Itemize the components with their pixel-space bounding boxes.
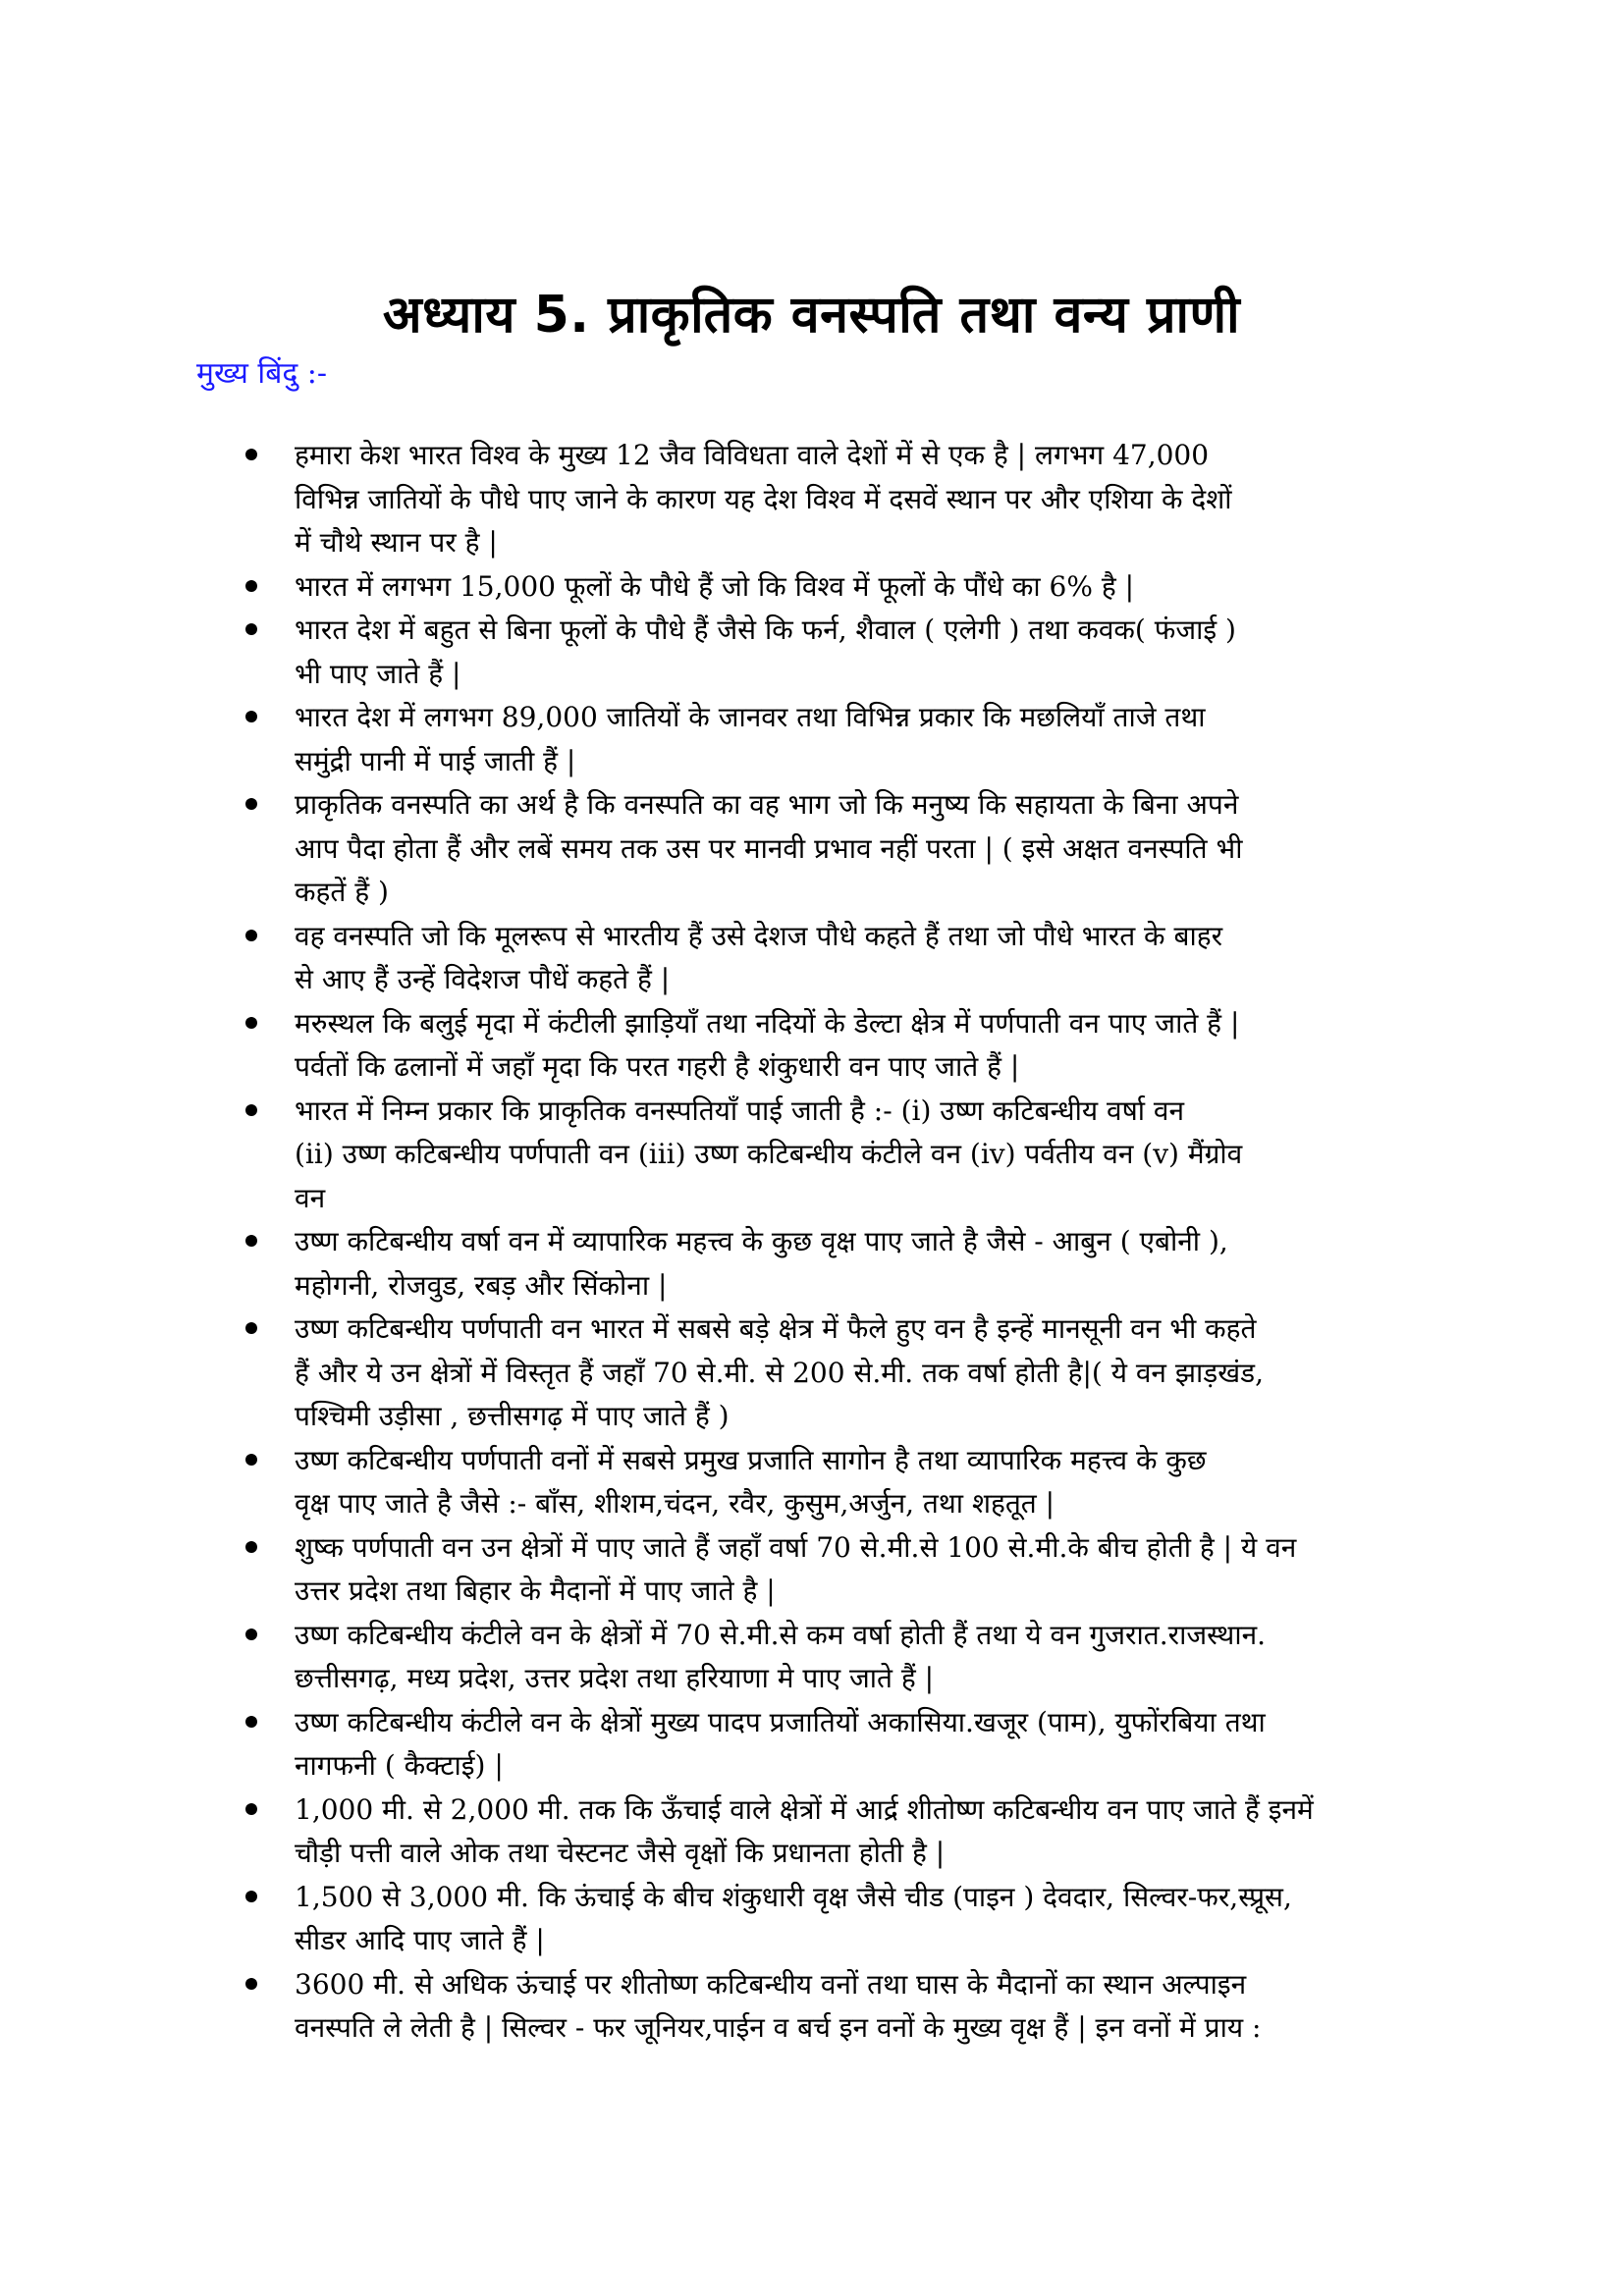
- list-item: [0, 1002, 1623, 1090]
- list-item-text-line: वह वनस्पति जो कि मूलरूप से भारतीय हैं उसे देशज पौधे कहते हैं तथा जो पौधे भारत के बाहर: [295, 919, 1223, 952]
- list-item-text-line: वृक्ष पाए जाते है जैसे :- बाँस, शीशम,चंदन, रवैर, कुसुम,अर्जुन, तथा शहतूत |: [295, 1487, 1055, 1520]
- list-item-text-line: भारत देश में बहुत से बिना फूलों के पौधे हैं जैसे कि फर्न, शैवाल ( एलेगी ) तथा कवक( फंजाई ): [295, 614, 1236, 646]
- bullet-icon: [245, 1541, 257, 1553]
- bullet-icon: [245, 1104, 257, 1116]
- list-item: [0, 1526, 1623, 1614]
- list-item: [0, 1789, 1623, 1876]
- list-item-text-line: कहतें हैं ): [295, 876, 389, 908]
- list-item-text-line: विभिन्न जातियों के पौधे पाए जाने के कारण यह देश विश्व में दसवें स्थान पर और एशिया के देशों: [295, 482, 1232, 515]
- list-item: [0, 1614, 1623, 1701]
- list-item: [0, 1876, 1623, 1963]
- list-item-text-line: छत्तीसगढ़, मध्य प्रदेश, उत्तर प्रदेश तथा हरियाणा मे पाए जाते हैं |: [295, 1662, 935, 1694]
- bullet-icon: [245, 1978, 257, 1990]
- list-item-text-line: हैं और ये उन क्षेत्रों में विस्तृत हैं जहाँ 70 से.मी. से 200 से.मी. तक वर्षा होती है|( ये वन झाड़खंड,: [295, 1356, 1265, 1389]
- list-item: [0, 1701, 1623, 1789]
- bullet-icon: [245, 1322, 257, 1334]
- list-item-text-line: उष्ण कटिबन्धीय कंटीले वन के क्षेत्रों में 70 से.मी.से कम वर्षा होती हैं तथा ये वन गुजरात.राजस्थान.: [295, 1618, 1267, 1651]
- bullet-icon: [245, 1629, 257, 1640]
- list-item-text-line: चौड़ी पत्ती वाले ओक तथा चेस्टनट जैसे वृक्षों कि प्रधानता होती है |: [295, 1837, 946, 1869]
- list-item-text-line: हमारा केश भारत विश्व के मुख्य 12 जैव विविधता वाले देशों में से एक है | लगभग 47,000: [295, 439, 1210, 471]
- bullet-icon: [245, 1017, 257, 1029]
- bullet-list: [0, 434, 1623, 2051]
- list-item: [0, 1090, 1623, 1221]
- list-item: [0, 1439, 1623, 1526]
- bullet-icon: [245, 449, 257, 460]
- list-item-text-line: नागफनी ( कैक्टाई) |: [295, 1749, 504, 1782]
- bullet-icon: [245, 623, 257, 635]
- chapter-title: अध्याय 5. प्राकृतिक वनस्पति तथा वन्य प्राणी: [382, 285, 1241, 345]
- list-item: [0, 434, 1623, 565]
- bullet-icon: [245, 1235, 257, 1247]
- list-item-text-line: भारत में लगभग 15,000 फूलों के पौधे हैं जो कि विश्व में फूलों के पौंधे का 6% है |: [295, 569, 1135, 603]
- list-item-text-line: शुष्क पर्णपाती वन उन क्षेत्रों में पाए जाते हैं जहाँ वर्षा 70 से.मी.से 100 से.मी.के बीच होती है | ये वन: [295, 1530, 1297, 1564]
- list-item-text-line: उष्ण कटिबन्धीय कंटीले वन के क्षेत्रों मुख्य पादप प्रजातियों अकासिया.खजूर (पाम), युफोंरबिया तथा: [295, 1705, 1266, 1738]
- list-item-text-line: में चौथे स्थान पर है |: [295, 526, 498, 559]
- list-item-text-line: आप पैदा होता हैं और लबें समय तक उस पर मानवी प्रभाव नहीं परता | ( इसे अक्षत वनस्पति भी: [295, 831, 1243, 865]
- list-item: [0, 609, 1623, 696]
- list-item-text-line: भारत देश में लगभग 89,000 जातियों के जानवर तथा विभिन्न प्रकार कि मछलियाँ ताजे तथा: [295, 701, 1206, 733]
- list-item-text-line: उष्ण कटिबन्धीय वर्षा वन में व्यापारिक महत्त्व के कुछ वृक्ष पाए जाते है जैसे - आबुन ( एबोनी ),: [295, 1225, 1228, 1257]
- bullet-icon: [245, 798, 257, 810]
- list-item: [0, 696, 1623, 783]
- list-item: [0, 565, 1623, 610]
- list-item-text-line: पर्वतों कि ढलानों में जहाँ मृदा कि परत गहरी है शंकुधारी वन पाए जाते हैं |: [295, 1050, 1020, 1083]
- list-item-text-line: सीडर आदि पाए जाते हैं |: [295, 1924, 545, 1956]
- list-item-text-line: उष्ण कटिबन्धीय पर्णपाती वनों में सबसे प्रमुख प्रजाति सागोन है तथा व्यापारिक महत्त्व के कुछ: [295, 1443, 1207, 1476]
- bullet-icon: [245, 711, 257, 722]
- bullet-icon: [245, 1716, 257, 1728]
- bullet-icon: [245, 1454, 257, 1466]
- section-heading: मुख्य बिंदु :-: [196, 356, 328, 391]
- bullet-icon: [245, 1891, 257, 1902]
- list-item-text-line: भी पाए जाते हैं |: [295, 657, 461, 690]
- list-item-text-line: वनस्पति ले लेती है | सिल्वर - फर जूनियर,पाईन व बर्च इन वनों के मुख्य वृक्ष हैं | इन वनों में प्राय :: [295, 2011, 1262, 2044]
- list-item-text-line: 1,000 मी. से 2,000 मी. तक कि ऊँचाई वाले क्षेत्रों में आर्द्र शीतोष्ण कटिबन्धीय वन पाए जाते हैं इनमें: [295, 1792, 1314, 1826]
- list-item-text-line: उत्तर प्रदेश तथा बिहार के मैदानों में पाए जाते है |: [295, 1575, 776, 1607]
- list-item: [0, 1963, 1623, 2051]
- list-item-text-line: मरुस्थल कि बलुई मृदा में कंटीली झाड़ियाँ तथा नदियों के डेल्टा क्षेत्र में पर्णपाती वन पाए जाते हैं |: [295, 1006, 1240, 1040]
- list-item-text-line: 1,500 से 3,000 मी. कि ऊंचाई के बीच शंकुधारी वृक्ष जैसे चीड (पाइन ) देवदार, सिल्वर-फर,स्प्रूस,: [295, 1880, 1292, 1913]
- list-item-text-line: प्राकृतिक वनस्पति का अर्थ है कि वनस्पति का वह भाग जो कि मनुष्य कि सहायता के बिना अपने: [295, 788, 1239, 821]
- list-item: [0, 915, 1623, 1002]
- bullet-icon: [245, 930, 257, 941]
- bullet-icon: [245, 1803, 257, 1815]
- list-item-text-line: उष्ण कटिबन्धीय पर्णपाती वन भारत में सबसे बड़े क्षेत्र में फैले हुए वन है इन्हें मानसूनी वन भी कहते: [295, 1312, 1257, 1345]
- list-item: [0, 1220, 1623, 1308]
- list-item-text-line: महोगनी, रोजवुड, रबड़ और सिंकोना |: [295, 1268, 668, 1302]
- list-item: [0, 1308, 1623, 1439]
- list-item-text-line: से आए हैं उन्हें विदेशज पौधें कहते हैं |: [295, 963, 671, 995]
- list-item-text-line: पश्चिमी उड़ीसा , छत्तीसगढ़ में पाए जाते हैं ): [295, 1400, 730, 1432]
- list-item: [0, 783, 1623, 915]
- list-item-text-line: (ii) उष्ण कटिबन्धीय पर्णपाती वन (iii) उष्ण कटिबन्धीय कंटीले वन (iv) पर्वतीय वन (v) मैंग्रोव: [295, 1138, 1243, 1170]
- list-item-text-line: समुंद्री पानी में पाई जाती हैं |: [295, 744, 576, 777]
- list-item-text-line: भारत में निम्न प्रकार कि प्राकृतिक वनस्पतियाँ पाई जाती है :- (i) उष्ण कटिबन्धीय वर्षा वन: [295, 1094, 1185, 1127]
- bullet-icon: [245, 580, 257, 592]
- list-item-text-line: 3600 मी. से अधिक ऊंचाई पर शीतोष्ण कटिबन्धीय वनों तथा घास के मैदानों का स्थान अल्पाइन: [295, 1967, 1247, 2001]
- list-item-text-line: वन: [295, 1181, 326, 1214]
